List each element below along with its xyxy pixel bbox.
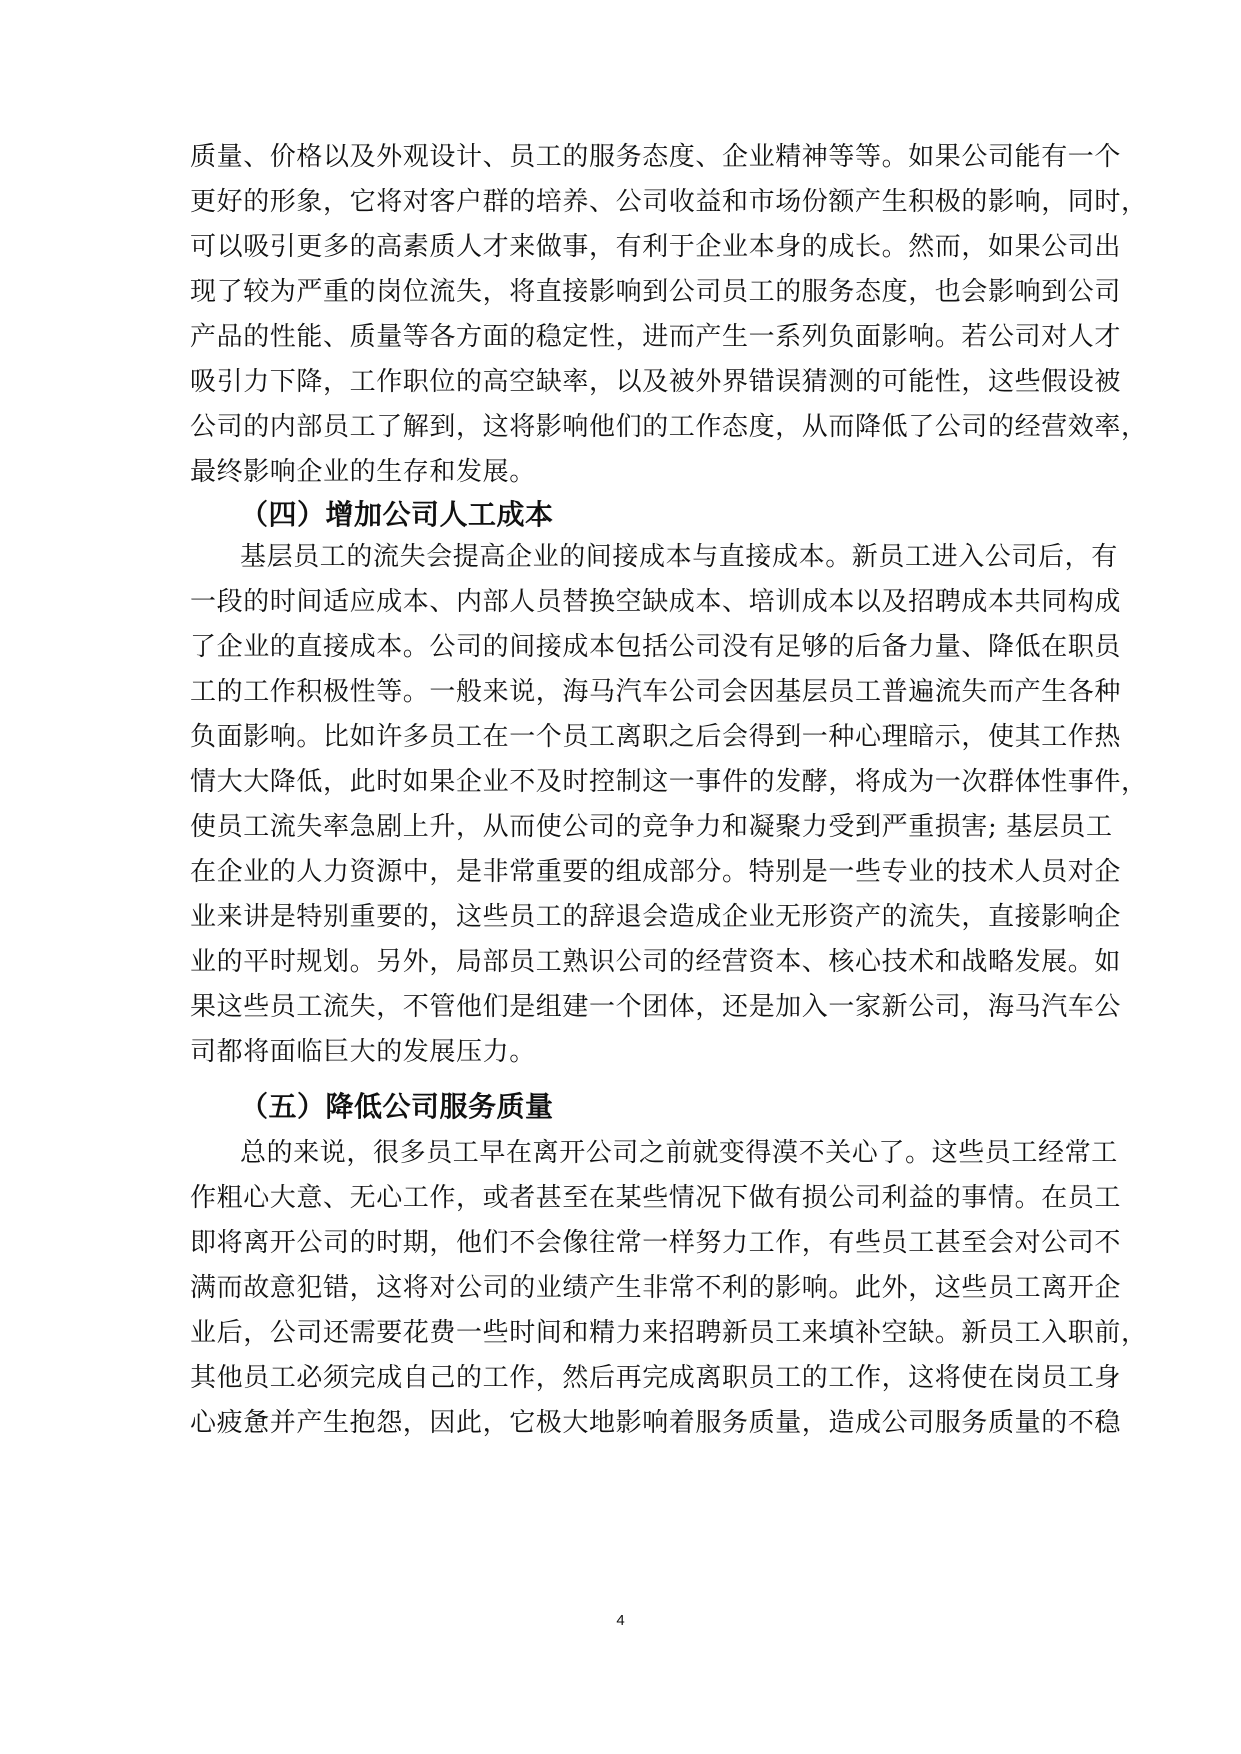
paragraph-line: 心疲惫并产生抱怨，因此，它极大地影响着服务质量，造成公司服务质量的不稳 (190, 1408, 1122, 1438)
paragraph-line: 了企业的直接成本。公司的间接成本包括公司没有足够的后备力量、降低在职员 (190, 632, 1122, 662)
paragraph-line: 作粗心大意、无心工作，或者甚至在某些情况下做有损公司利益的事情。在员工 (190, 1183, 1122, 1213)
paragraph-line: 满而故意犯错，这将对公司的业绩产生非常不利的影响。此外，这些员工离开企 (190, 1273, 1122, 1303)
paragraph-line: 更好的形象，它将对客户群的培养、公司收益和市场份额产生积极的影响，同时， (190, 187, 1148, 217)
paragraph-line: 业后，公司还需要花费一些时间和精力来招聘新员工来填补空缺。新员工入职前， (190, 1318, 1148, 1348)
paragraph-line: 负面影响。比如许多员工在一个员工离职之后会得到一种心理暗示，使其工作热 (190, 722, 1122, 752)
paragraph-line: 可以吸引更多的高素质人才来做事，有利于企业本身的成长。然而，如果公司出 (190, 232, 1122, 262)
paragraph-line: 一段的时间适应成本、内部人员替换空缺成本、培训成本以及招聘成本共同构成 (190, 587, 1122, 617)
paragraph-line: 产品的性能、质量等各方面的稳定性，进而产生一系列负面影响。若公司对人才 (190, 322, 1122, 352)
paragraph-line: 即将离开公司的时期，他们不会像往常一样努力工作，有些员工甚至会对公司不 (190, 1228, 1122, 1258)
paragraph-line: 业的平时规划。另外，局部员工熟识公司的经营资本、核心技术和战略发展。如 (190, 947, 1122, 977)
section-heading: （五）降低公司服务质量 (240, 1090, 554, 1123)
paragraph-line: 吸引力下降，工作职位的高空缺率，以及被外界错误猜测的可能性，这些假设被 (190, 367, 1122, 397)
paragraph-line: 质量、价格以及外观设计、员工的服务态度、企业精神等等。如果公司能有一个 (190, 142, 1122, 172)
paragraph-line: 使员工流失率急剧上升，从而使公司的竞争力和凝聚力受到严重损害; 基层员工 (190, 812, 1113, 842)
page-number: 4 (616, 1612, 625, 1629)
paragraph-line: 最终影响企业的生存和发展。 (190, 457, 536, 487)
paragraph-line: 工的工作积极性等。一般来说，海马汽车公司会因基层员工普遍流失而产生各种 (190, 677, 1122, 707)
paragraph-line: 司都将面临巨大的发展压力。 (190, 1037, 536, 1067)
paragraph-line: 总的来说，很多员工早在离开公司之前就变得漠不关心了。这些员工经常工 (240, 1138, 1118, 1168)
paragraph-line: 现了较为严重的岗位流失，将直接影响到公司员工的服务态度，也会影响到公司 (190, 277, 1122, 307)
section-heading: （四）增加公司人工成本 (240, 498, 554, 531)
paragraph-line: 业来讲是特别重要的，这些员工的辞退会造成企业无形资产的流失，直接影响企 (190, 902, 1122, 932)
paragraph-line: 情大大降低，此时如果企业不及时控制这一事件的发酵，将成为一次群体性事件， (190, 767, 1148, 797)
paragraph-line: 其他员工必须完成自己的工作，然后再完成离职员工的工作，这将使在岗员工身 (190, 1363, 1122, 1393)
paragraph-line: 基层员工的流失会提高企业的间接成本与直接成本。新员工进入公司后，有 (240, 542, 1118, 572)
paragraph-line: 果这些员工流失，不管他们是组建一个团体，还是加入一家新公司，海马汽车公 (190, 992, 1122, 1022)
paragraph-line: 公司的内部员工了解到，这将影响他们的工作态度，从而降低了公司的经营效率， (190, 412, 1148, 442)
paragraph-line: 在企业的人力资源中，是非常重要的组成部分。特别是一些专业的技术人员对企 (190, 857, 1122, 887)
